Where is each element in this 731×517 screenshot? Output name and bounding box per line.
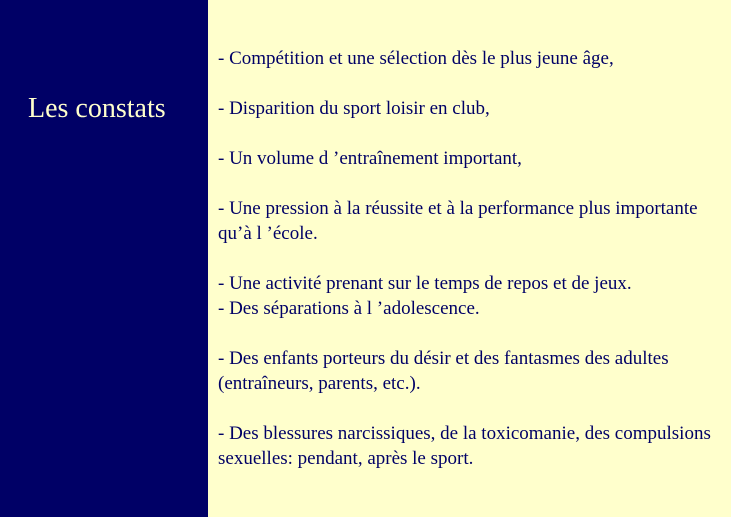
spacer [218, 171, 718, 196]
bullet-item: - Une pression à la réussite et à la performance plus importante qu’à l ’école. [218, 198, 698, 244]
spacer [218, 121, 718, 146]
bullet-item: - Des séparations à l ’adolescence. [218, 298, 480, 319]
bullet-item: - Compétition et une sélection dès le plus jeune âge, [218, 48, 614, 69]
bullet-item: - Des blessures narcissiques, de la toxicomanie, des compulsions sexuelles: pendant, après le sport. [218, 423, 711, 469]
spacer [218, 71, 718, 96]
bullet-item: - Une activité prenant sur le temps de repos et de jeux. [218, 273, 632, 294]
bullet-item: - Un volume d ’entraînement important, [218, 148, 522, 169]
spacer [218, 246, 718, 271]
sidebar-panel [0, 0, 208, 517]
bullet-list [218, 46, 718, 471]
bullet-item: - Disparition du sport loisir en club, [218, 98, 490, 119]
spacer [218, 321, 718, 346]
spacer [218, 396, 718, 421]
slide-title: Les constats [28, 93, 166, 124]
bullet-item: - Des enfants porteurs du désir et des fantasmes des adultes (entraîneurs, parents, etc.). [218, 348, 669, 394]
